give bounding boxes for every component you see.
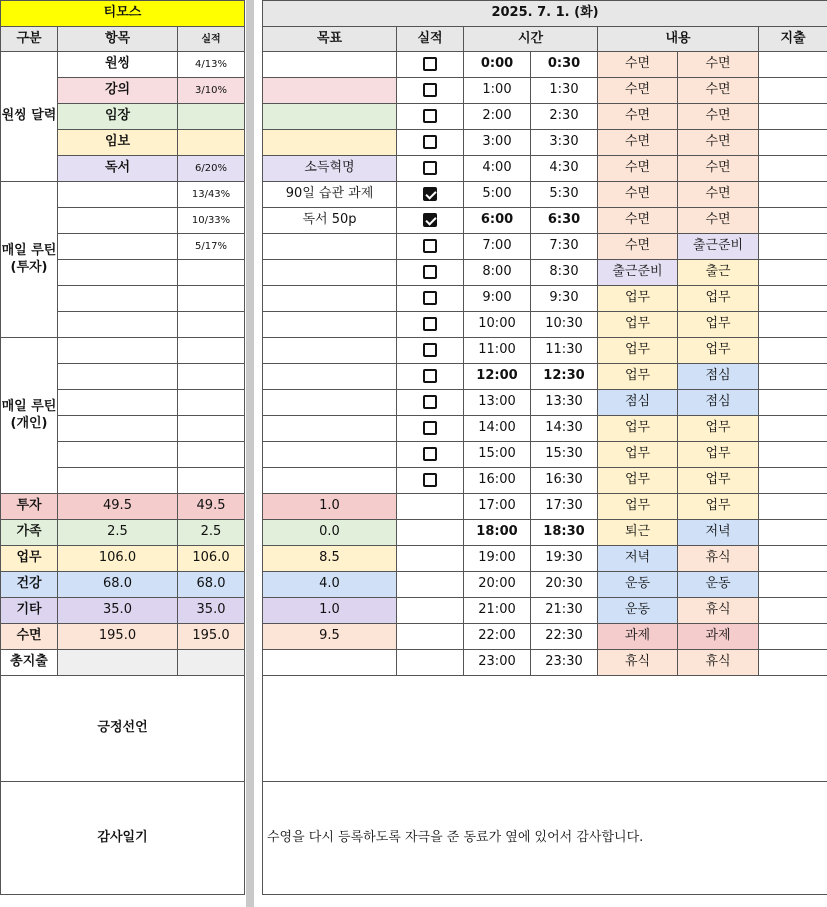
summary-label: 투자 — [1, 494, 58, 520]
time-end: 6:30 — [531, 208, 598, 234]
content-second-half[interactable]: 수면 — [678, 78, 759, 104]
goal-cell[interactable] — [263, 338, 397, 364]
header-time: 시간 — [464, 27, 598, 52]
content-first-half[interactable]: 업무 — [598, 286, 678, 312]
summary-planned: 68.0 — [58, 572, 178, 598]
invest-routine-item[interactable] — [58, 260, 178, 286]
summary-actual: 49.5 — [178, 494, 245, 520]
goal-cell[interactable] — [263, 442, 397, 468]
checkbox-unchecked-icon[interactable] — [423, 161, 437, 175]
content-second-half[interactable]: 수면 — [678, 52, 759, 78]
invest-routine-result[interactable] — [178, 260, 245, 286]
checkbox-unchecked-icon[interactable] — [423, 343, 437, 357]
time-end: 7:30 — [531, 234, 598, 260]
time-start: 19:00 — [464, 546, 531, 572]
invest-routine-item[interactable] — [58, 312, 178, 338]
goal-cell[interactable] — [263, 78, 397, 104]
content-first-half[interactable]: 출근준비 — [598, 260, 678, 286]
check-cell[interactable] — [397, 468, 464, 494]
affirmation-text[interactable] — [263, 676, 827, 782]
invest-routine-item[interactable] — [58, 182, 178, 208]
summary-actual: 106.0 — [178, 546, 245, 572]
time-end: 14:30 — [531, 416, 598, 442]
time-start: 21:00 — [464, 598, 531, 624]
oneshot-item: 독서 — [58, 156, 178, 182]
goal-cell[interactable]: 4.0 — [263, 572, 397, 598]
right-panel — [262, 0, 827, 907]
checkbox-unchecked-icon[interactable] — [423, 291, 437, 305]
expense-cell[interactable] — [759, 364, 827, 390]
time-end: 1:30 — [531, 78, 598, 104]
goal-cell[interactable] — [263, 390, 397, 416]
check-cell[interactable] — [397, 234, 464, 260]
content-first-half[interactable]: 운동 — [598, 572, 678, 598]
summary-actual: 195.0 — [178, 624, 245, 650]
checkbox-unchecked-icon[interactable] — [423, 83, 437, 97]
goal-cell[interactable]: 8.5 — [263, 546, 397, 572]
checkbox-unchecked-icon[interactable] — [423, 395, 437, 409]
oneshot-category: 원씽 달력 — [1, 52, 58, 182]
check-cell[interactable] — [397, 312, 464, 338]
invest-routine-item[interactable] — [58, 286, 178, 312]
expense-cell[interactable] — [759, 208, 827, 234]
expense-cell[interactable] — [759, 130, 827, 156]
content-second-half[interactable]: 수면 — [678, 182, 759, 208]
checkbox-unchecked-icon[interactable] — [423, 239, 437, 253]
check-cell[interactable] — [397, 416, 464, 442]
time-start: 11:00 — [464, 338, 531, 364]
header-category: 구분 — [1, 27, 58, 52]
time-start: 9:00 — [464, 286, 531, 312]
goal-cell[interactable]: 1.0 — [263, 598, 397, 624]
content-first-half[interactable]: 업무 — [598, 442, 678, 468]
content-second-half[interactable]: 업무 — [678, 416, 759, 442]
content-first-half[interactable]: 휴식 — [598, 650, 678, 676]
expense-cell[interactable] — [759, 182, 827, 208]
summary-actual: 2.5 — [178, 520, 245, 546]
time-end: 10:30 — [531, 312, 598, 338]
content-second-half[interactable]: 업무 — [678, 442, 759, 468]
goal-cell[interactable] — [263, 104, 397, 130]
expense-cell[interactable] — [759, 286, 827, 312]
goal-cell[interactable]: 소득혁명 — [263, 156, 397, 182]
check-cell[interactable] — [397, 78, 464, 104]
personal-routine-item[interactable] — [58, 416, 178, 442]
content-first-half[interactable]: 과제 — [598, 624, 678, 650]
time-end: 2:30 — [531, 104, 598, 130]
content-second-half[interactable]: 점심 — [678, 364, 759, 390]
time-start: 12:00 — [464, 364, 531, 390]
goal-cell[interactable] — [263, 52, 397, 78]
time-end: 3:30 — [531, 130, 598, 156]
goal-cell[interactable]: 90일 습관 과제 — [263, 182, 397, 208]
expense-cell[interactable] — [759, 624, 827, 650]
goal-cell[interactable] — [263, 234, 397, 260]
goal-cell[interactable]: 9.5 — [263, 624, 397, 650]
summary-label: 수면 — [1, 624, 58, 650]
header-result: 실적 — [178, 27, 245, 52]
check-cell — [397, 494, 464, 520]
time-end: 0:30 — [531, 52, 598, 78]
expense-cell[interactable] — [759, 78, 827, 104]
content-first-half[interactable]: 업무 — [598, 364, 678, 390]
oneshot-result[interactable] — [178, 104, 245, 130]
goal-cell[interactable] — [263, 130, 397, 156]
summary-planned: 35.0 — [58, 598, 178, 624]
oneshot-result[interactable]: 3/10% — [178, 78, 245, 104]
affirmation-label: 긍정선언 — [1, 676, 245, 782]
expense-cell[interactable] — [759, 494, 827, 520]
invest-routine-result[interactable]: 10/33% — [178, 208, 245, 234]
goal-cell[interactable] — [263, 260, 397, 286]
summary-label: 가족 — [1, 520, 58, 546]
content-first-half[interactable]: 수면 — [598, 208, 678, 234]
content-first-half[interactable]: 수면 — [598, 182, 678, 208]
expense-cell[interactable] — [759, 572, 827, 598]
check-cell — [397, 520, 464, 546]
check-cell[interactable] — [397, 390, 464, 416]
time-start: 22:00 — [464, 624, 531, 650]
invest-routine-result[interactable]: 5/17% — [178, 234, 245, 260]
time-end: 22:30 — [531, 624, 598, 650]
invest-routine-result[interactable] — [178, 312, 245, 338]
schedule-table — [262, 0, 827, 895]
check-cell[interactable] — [397, 208, 464, 234]
left-panel — [0, 0, 244, 907]
gratitude-text[interactable]: 수영을 다시 등록하도록 자극을 준 동료가 옆에 있어서 감사합니다. — [263, 782, 827, 895]
expense-cell[interactable] — [759, 312, 827, 338]
time-end: 5:30 — [531, 182, 598, 208]
check-cell[interactable] — [397, 182, 464, 208]
content-first-half[interactable]: 점심 — [598, 390, 678, 416]
time-start: 10:00 — [464, 312, 531, 338]
goal-cell[interactable] — [263, 650, 397, 676]
content-second-half[interactable]: 휴식 — [678, 598, 759, 624]
total-expense-b[interactable] — [178, 650, 245, 676]
time-start: 15:00 — [464, 442, 531, 468]
checkbox-unchecked-icon[interactable] — [423, 447, 437, 461]
invest-routine-item[interactable] — [58, 234, 178, 260]
time-start: 1:00 — [464, 78, 531, 104]
invest-routine-result[interactable]: 13/43% — [178, 182, 245, 208]
time-start: 5:00 — [464, 182, 531, 208]
time-end: 11:30 — [531, 338, 598, 364]
time-start: 6:00 — [464, 208, 531, 234]
oneshot-item: 임보 — [58, 130, 178, 156]
panel-divider — [246, 0, 254, 907]
personal-routine-result[interactable] — [178, 390, 245, 416]
personal-routine-result[interactable] — [178, 442, 245, 468]
content-first-half[interactable]: 업무 — [598, 338, 678, 364]
expense-cell[interactable] — [759, 234, 827, 260]
personal-routine-item[interactable] — [58, 442, 178, 468]
content-first-half[interactable]: 수면 — [598, 52, 678, 78]
time-start: 23:00 — [464, 650, 531, 676]
checkbox-unchecked-icon[interactable] — [423, 135, 437, 149]
time-end: 16:30 — [531, 468, 598, 494]
time-start: 20:00 — [464, 572, 531, 598]
check-cell[interactable] — [397, 52, 464, 78]
expense-cell[interactable] — [759, 104, 827, 130]
content-first-half[interactable]: 수면 — [598, 156, 678, 182]
summary-actual: 68.0 — [178, 572, 245, 598]
content-second-half[interactable]: 수면 — [678, 104, 759, 130]
invest-routine-result[interactable] — [178, 286, 245, 312]
header-expense: 지출 — [759, 27, 827, 52]
check-cell[interactable] — [397, 260, 464, 286]
summary-planned: 49.5 — [58, 494, 178, 520]
expense-cell[interactable] — [759, 468, 827, 494]
content-second-half[interactable]: 수면 — [678, 156, 759, 182]
content-first-half[interactable]: 운동 — [598, 598, 678, 624]
check-cell[interactable] — [397, 442, 464, 468]
time-start: 16:00 — [464, 468, 531, 494]
summary-label: 기타 — [1, 598, 58, 624]
check-cell[interactable] — [397, 130, 464, 156]
goal-cell[interactable] — [263, 286, 397, 312]
content-first-half[interactable]: 업무 — [598, 494, 678, 520]
summary-planned: 195.0 — [58, 624, 178, 650]
check-cell — [397, 546, 464, 572]
goal-cell[interactable]: 0.0 — [263, 520, 397, 546]
content-second-half[interactable]: 점심 — [678, 390, 759, 416]
checkbox-unchecked-icon[interactable] — [423, 57, 437, 71]
content-second-half[interactable]: 운동 — [678, 572, 759, 598]
check-cell[interactable] — [397, 104, 464, 130]
goal-cell[interactable]: 독서 50p — [263, 208, 397, 234]
gratitude-label: 감사일기 — [1, 782, 245, 895]
oneshot-result[interactable]: 4/13% — [178, 52, 245, 78]
personal-routine-item[interactable] — [58, 364, 178, 390]
time-start: 14:00 — [464, 416, 531, 442]
personal-routine-category: 매일 루틴 (개인) — [1, 338, 58, 494]
content-second-half[interactable]: 수면 — [678, 130, 759, 156]
personal-routine-result[interactable] — [178, 416, 245, 442]
time-end: 21:30 — [531, 598, 598, 624]
header-item: 항목 — [58, 27, 178, 52]
expense-cell[interactable] — [759, 156, 827, 182]
check-cell[interactable] — [397, 156, 464, 182]
content-second-half[interactable]: 업무 — [678, 338, 759, 364]
expense-cell[interactable] — [759, 546, 827, 572]
content-first-half[interactable]: 수면 — [598, 78, 678, 104]
time-end: 23:30 — [531, 650, 598, 676]
content-second-half[interactable]: 업무 — [678, 286, 759, 312]
time-start: 13:00 — [464, 390, 531, 416]
time-start: 0:00 — [464, 52, 531, 78]
expense-cell[interactable] — [759, 260, 827, 286]
time-start: 3:00 — [464, 130, 531, 156]
content-first-half[interactable]: 수면 — [598, 234, 678, 260]
check-cell[interactable] — [397, 286, 464, 312]
goal-cell[interactable]: 1.0 — [263, 494, 397, 520]
check-cell[interactable] — [397, 364, 464, 390]
checkbox-unchecked-icon[interactable] — [423, 473, 437, 487]
content-first-half[interactable]: 수면 — [598, 104, 678, 130]
oneshot-item: 강의 — [58, 78, 178, 104]
content-second-half[interactable]: 업무 — [678, 468, 759, 494]
personal-routine-result[interactable] — [178, 468, 245, 494]
personal-routine-result[interactable] — [178, 338, 245, 364]
content-first-half[interactable]: 저녁 — [598, 546, 678, 572]
content-first-half[interactable]: 업무 — [598, 468, 678, 494]
oneshot-item: 임장 — [58, 104, 178, 130]
content-second-half[interactable]: 출근 — [678, 260, 759, 286]
check-cell — [397, 572, 464, 598]
content-second-half[interactable]: 출근준비 — [678, 234, 759, 260]
expense-cell[interactable] — [759, 390, 827, 416]
checkbox-unchecked-icon[interactable] — [423, 317, 437, 331]
schedule-date: 2025. 7. 1. (화) — [263, 1, 827, 27]
summary-label: 건강 — [1, 572, 58, 598]
time-end: 4:30 — [531, 156, 598, 182]
time-start: 2:00 — [464, 104, 531, 130]
summary-actual: 35.0 — [178, 598, 245, 624]
expense-cell[interactable] — [759, 442, 827, 468]
oneshot-result[interactable] — [178, 130, 245, 156]
content-first-half[interactable]: 업무 — [598, 416, 678, 442]
time-end: 17:30 — [531, 494, 598, 520]
time-start: 4:00 — [464, 156, 531, 182]
check-cell — [397, 624, 464, 650]
expense-cell[interactable] — [759, 650, 827, 676]
time-end: 20:30 — [531, 572, 598, 598]
header-content: 내용 — [598, 27, 759, 52]
checkbox-checked-icon[interactable] — [423, 213, 437, 227]
summary-table — [0, 0, 245, 895]
time-start: 17:00 — [464, 494, 531, 520]
goal-cell[interactable] — [263, 416, 397, 442]
checkbox-unchecked-icon[interactable] — [423, 109, 437, 123]
time-end: 15:30 — [531, 442, 598, 468]
time-end: 13:30 — [531, 390, 598, 416]
time-start: 8:00 — [464, 260, 531, 286]
content-second-half[interactable]: 수면 — [678, 208, 759, 234]
time-end: 18:30 — [531, 520, 598, 546]
content-second-half[interactable]: 휴식 — [678, 546, 759, 572]
invest-routine-category: 매일 루틴 (투자) — [1, 182, 58, 338]
checkbox-checked-icon[interactable] — [423, 187, 437, 201]
content-first-half[interactable]: 수면 — [598, 130, 678, 156]
check-cell — [397, 598, 464, 624]
personal-routine-item[interactable] — [58, 390, 178, 416]
summary-planned: 106.0 — [58, 546, 178, 572]
content-second-half[interactable]: 업무 — [678, 312, 759, 338]
header-goal: 목표 — [263, 27, 397, 52]
oneshot-item: 원씽 — [58, 52, 178, 78]
goal-cell[interactable] — [263, 468, 397, 494]
checkbox-unchecked-icon[interactable] — [423, 369, 437, 383]
content-second-half[interactable]: 과제 — [678, 624, 759, 650]
header-check: 실적 — [397, 27, 464, 52]
total-expense-a[interactable] — [58, 650, 178, 676]
personal-routine-result[interactable] — [178, 364, 245, 390]
content-second-half[interactable]: 휴식 — [678, 650, 759, 676]
total-expense-label: 총지출 — [1, 650, 58, 676]
time-end: 12:30 — [531, 364, 598, 390]
goal-cell[interactable] — [263, 312, 397, 338]
checkbox-unchecked-icon[interactable] — [423, 421, 437, 435]
check-cell — [397, 650, 464, 676]
expense-cell[interactable] — [759, 416, 827, 442]
goal-cell[interactable] — [263, 364, 397, 390]
time-end: 8:30 — [531, 260, 598, 286]
expense-cell[interactable] — [759, 598, 827, 624]
expense-cell[interactable] — [759, 52, 827, 78]
summary-label: 업무 — [1, 546, 58, 572]
summary-planned: 2.5 — [58, 520, 178, 546]
content-second-half[interactable]: 저녁 — [678, 520, 759, 546]
oneshot-result[interactable]: 6/20% — [178, 156, 245, 182]
expense-cell[interactable] — [759, 520, 827, 546]
sheet-title: 티모스 — [1, 1, 245, 27]
time-end: 9:30 — [531, 286, 598, 312]
time-start: 7:00 — [464, 234, 531, 260]
time-end: 19:30 — [531, 546, 598, 572]
time-start: 18:00 — [464, 520, 531, 546]
personal-routine-item[interactable] — [58, 468, 178, 494]
content-second-half[interactable]: 업무 — [678, 494, 759, 520]
content-first-half[interactable]: 업무 — [598, 312, 678, 338]
checkbox-unchecked-icon[interactable] — [423, 265, 437, 279]
check-cell[interactable] — [397, 338, 464, 364]
expense-cell[interactable] — [759, 338, 827, 364]
invest-routine-item[interactable] — [58, 208, 178, 234]
personal-routine-item[interactable] — [58, 338, 178, 364]
content-first-half[interactable]: 퇴근 — [598, 520, 678, 546]
